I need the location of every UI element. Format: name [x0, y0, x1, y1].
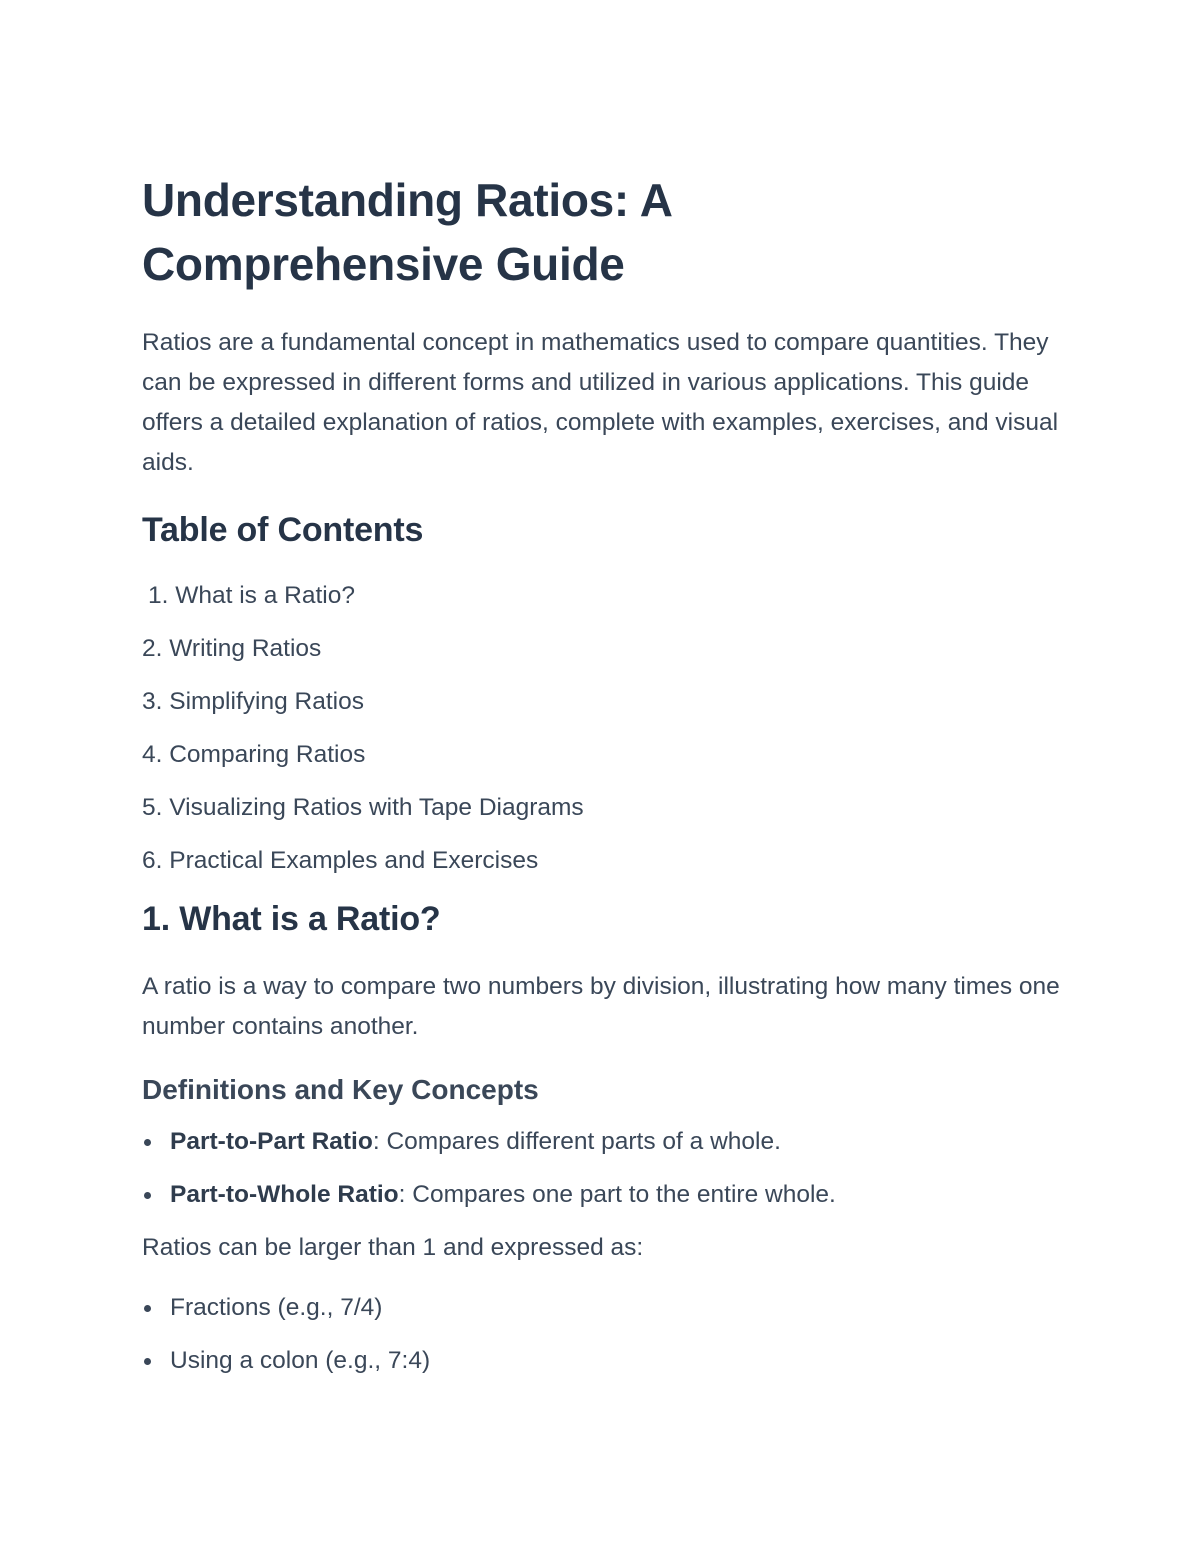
- definition-term: Part-to-Part Ratio: [170, 1127, 373, 1155]
- page-title: Understanding Ratios: A Comprehensive Guide: [142, 174, 671, 290]
- toc-item-visualizing-ratios: 5. Visualizing Ratios with Tape Diagrams: [142, 794, 584, 821]
- forms-intro: Ratios can be larger than 1 and expressed as:: [142, 1233, 644, 1261]
- table-of-contents: [142, 569, 1062, 887]
- toc-item-writing-ratios: 2. Writing Ratios: [142, 635, 322, 662]
- bullet-icon: [144, 1139, 151, 1146]
- list-item: [142, 1281, 1062, 1334]
- toc-heading: Table of Contents: [142, 511, 424, 549]
- bullet-icon: [144, 1192, 151, 1199]
- document-page: [142, 168, 1062, 1387]
- forms-list: [142, 1281, 1062, 1387]
- toc-item-practical-examples: 6. Practical Examples and Exercises: [142, 847, 539, 874]
- bullet-icon: [144, 1305, 151, 1312]
- intro-paragraph: Ratios are a fundamental concept in mathematics used to compare quantities. They can be expressed in different forms and utilized in various applications. This guide offers a detailed explanation of ratios, complete with examples, exercises, and visual aids.: [142, 329, 1059, 476]
- toc-item-simplifying-ratios: 3. Simplifying Ratios: [142, 688, 364, 715]
- section-heading-what-is-a-ratio: 1. What is a Ratio?: [142, 900, 441, 938]
- section-paragraph: A ratio is a way to compare two numbers by division, illustrating how many times one number contains another.: [142, 973, 1060, 1040]
- list-item: [142, 1115, 1062, 1168]
- bullet-icon: [144, 1358, 151, 1365]
- definition-desc: : Compares different parts of a whole.: [372, 1127, 781, 1155]
- list-item: [142, 1168, 1062, 1221]
- toc-item-what-is-a-ratio: 1. What is a Ratio?: [148, 582, 355, 609]
- form-item: Using a colon (e.g., 7:4): [170, 1346, 431, 1374]
- list-item: [142, 1334, 1062, 1387]
- definitions-list: [142, 1115, 1062, 1221]
- subheading-definitions: Definitions and Key Concepts: [142, 1073, 539, 1105]
- definition-term: Part-to-Whole Ratio: [170, 1180, 399, 1208]
- toc-item-comparing-ratios: 4. Comparing Ratios: [142, 741, 366, 768]
- definition-desc: : Compares one part to the entire whole.: [398, 1180, 836, 1208]
- form-item: Fractions (e.g., 7/4): [170, 1293, 383, 1321]
